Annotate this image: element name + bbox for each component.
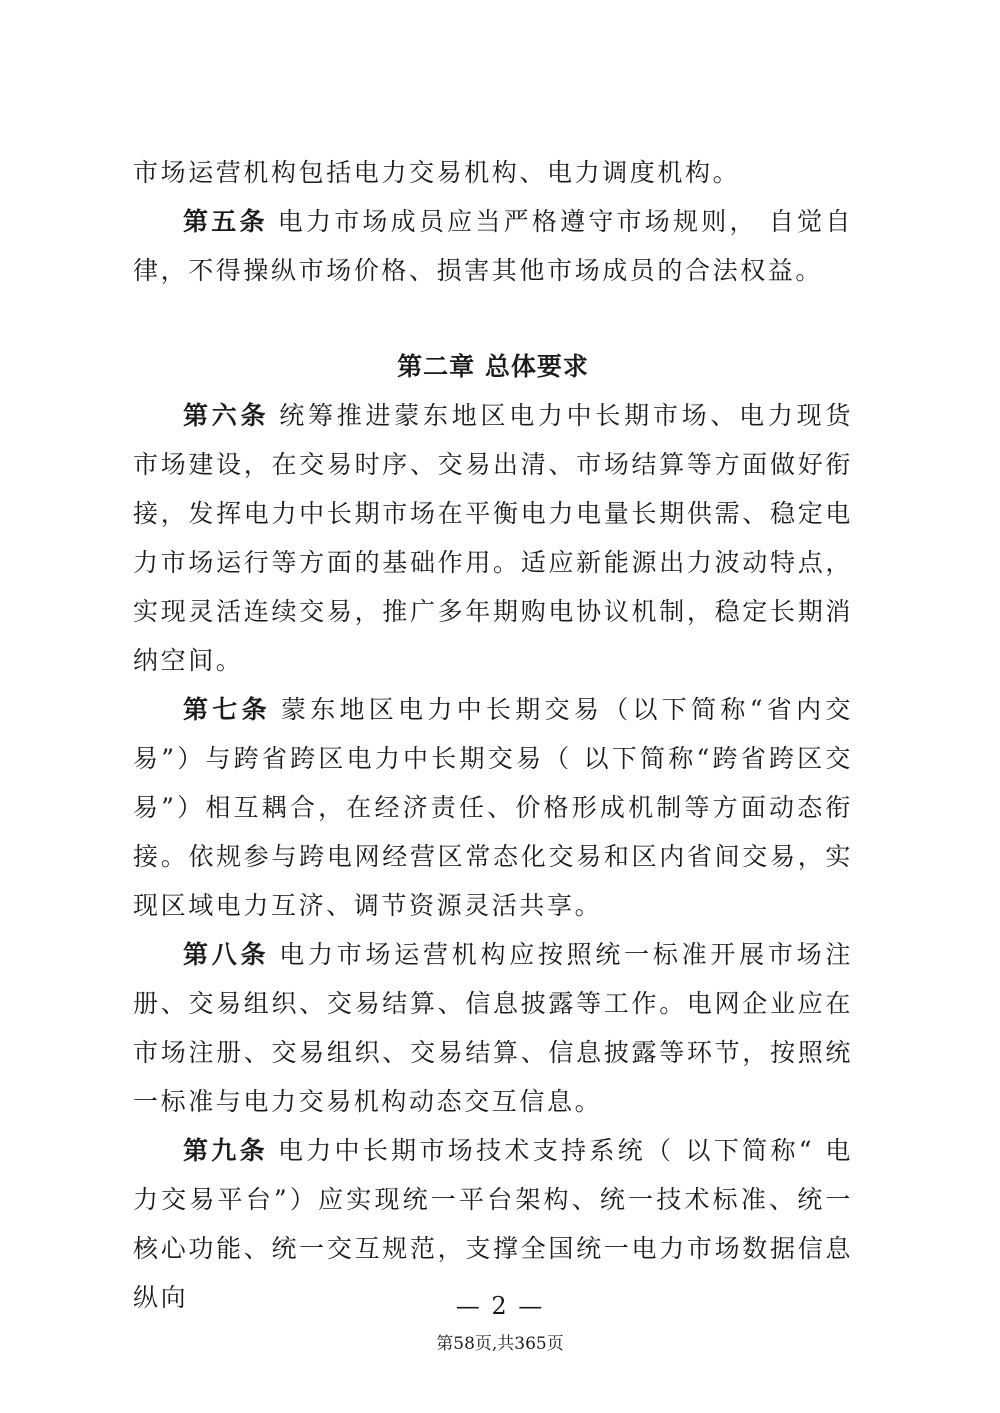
document-body [133, 148, 853, 1322]
article-5-label: 第五条 [183, 207, 268, 236]
paragraph-intro: 市场运营机构包括电力交易机构、电力调度机构。 [133, 158, 741, 187]
article-8-label: 第八条 [183, 940, 270, 969]
page-number: — 2 — [455, 1292, 545, 1320]
article-9-label: 第九条 [183, 1136, 268, 1165]
article-6 [133, 391, 853, 685]
chapter-heading: 第二章 总体要求 [397, 352, 589, 381]
article-5 [133, 197, 853, 295]
article-5-text: 电力市场成员应当严格遵守市场规则， 自觉自律，不得操纵市场价格、损害其他市场成员的合法权益。 [133, 207, 853, 285]
article-8 [133, 930, 853, 1126]
article-9-text: 电力中长期市场技术支持系统（ 以下简称“ 电力交易平台”）应实现统一平台架构、统一技术标准、统一核心功能、统一交互规范，支撑全国统一电力市场数据信息纵向 [133, 1136, 853, 1312]
article-8-text: 电力市场运营机构应按照统一标准开展市场注册、交易组织、交易结算、信息披露等工作。电网企业应在市场注册、交易组织、交易结算、信息披露等环节，按照统一标准与电力交易机构动态交互信息。 [133, 940, 853, 1116]
article-7-text: 蒙东地区电力中长期交易（以下简称“省内交易”）与跨省跨区电力中长期交易（ 以下简称“跨省跨区交易”）相互耦合，在经济责任、价格形成机制等方面动态衔接。依规参与跨电网经营区常态化交易和区内省间交易，实现区域电力互济、调节资源灵活共享。 [133, 695, 853, 920]
page-count: 第58页,共365页 [436, 1334, 564, 1354]
article-7 [133, 685, 853, 930]
article-6-text: 统筹推进蒙东地区电力中长期市场、电力现货市场建设，在交易时序、交易出清、市场结算等方面做好衔接，发挥电力中长期市场在平衡电力电量长期供需、稳定电力市场运行等方面的基础作用。适应新能源出力波动特点，实现灵活连续交易，推广多年期购电协议机制，稳定长期消纳空间。 [133, 401, 853, 675]
article-6-label: 第六条 [183, 401, 270, 430]
article-7-label: 第七条 [183, 695, 271, 724]
